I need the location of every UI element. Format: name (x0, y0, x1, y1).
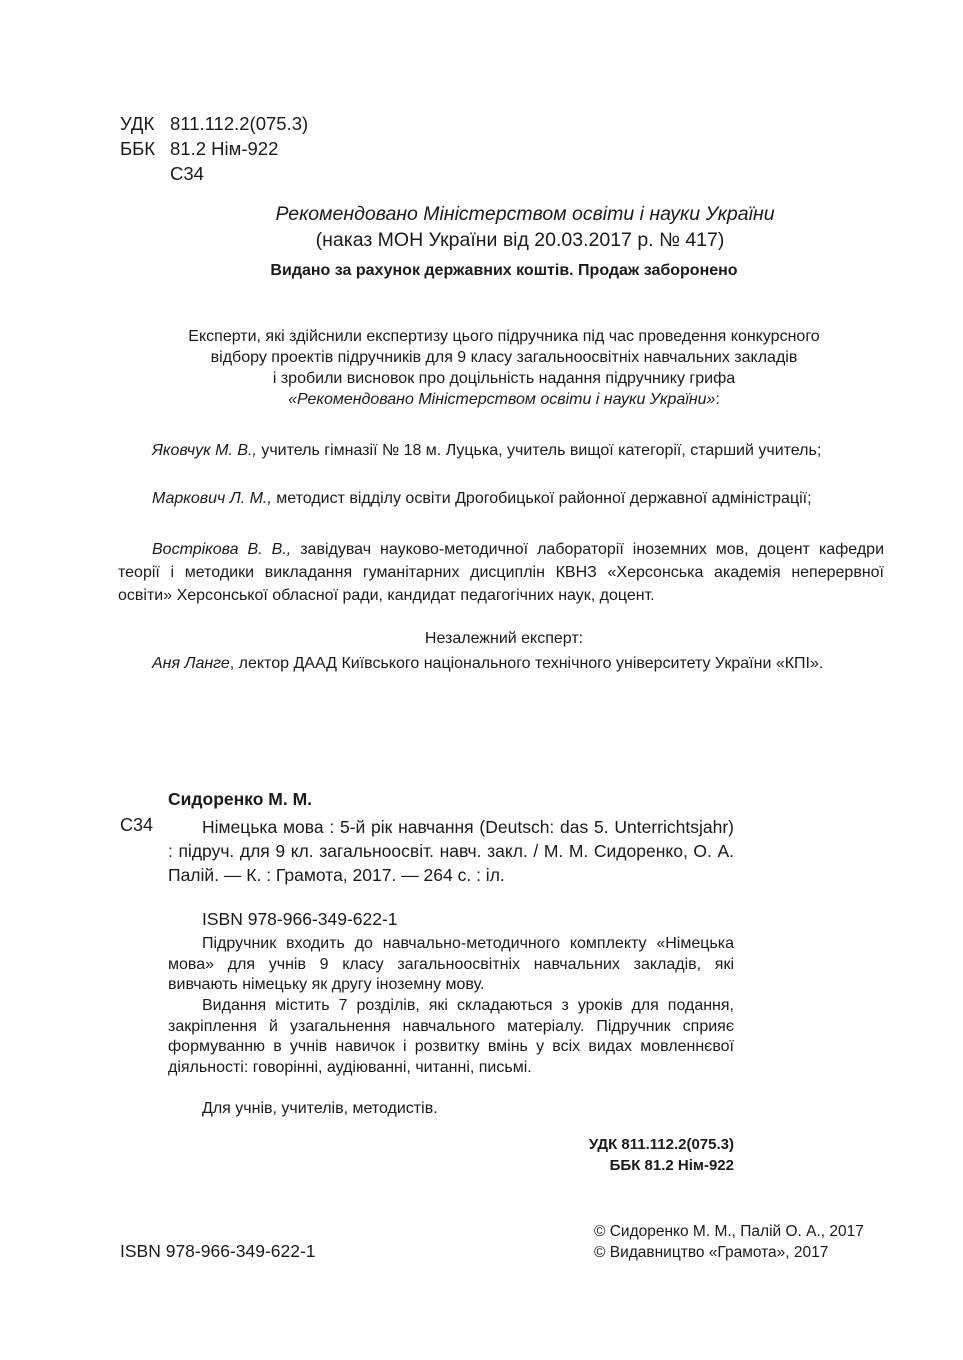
expert-description: учитель гімназії № 18 м. Луцька, учитель вищої категорії, старший учитель; (256, 442, 822, 459)
experts-intro (0, 326, 963, 410)
expert-description: завідувач науково-методичної лабораторії іноземних мов, доцент кафедри теорії і методики викладання гуманітарних дисциплін КВНЗ «Херсонська академія неперервної освіти» Херсонської обласної ради, кандидат педагогічних наук, доцент. (118, 541, 885, 604)
copyright-authors: © Сидоренко М. М., Палій О. А., 2017 (594, 1223, 864, 1240)
expert-entry (118, 487, 884, 510)
bibliography-bbk: ББК 81.2 Нім-922 (609, 1157, 734, 1174)
copyright-publisher: © Видавництво «Грамота», 2017 (594, 1243, 829, 1261)
expert-description: , лектор ДААД Київського національного технічного університету України «КПІ». (229, 655, 824, 672)
expert-name: Маркович Л. М., (152, 490, 272, 507)
experts-intro-line: Експерти, які здійснили експертизу цього підручника під час проведення конкурсного (188, 328, 820, 345)
bibliography-udk: УДК 811.112.2(075.3) (588, 1136, 734, 1153)
expert-name: Яковчук М. В., (152, 442, 257, 459)
grif-title: «Рекомендовано Міністерством освіти і науки України» (288, 391, 716, 408)
expert-name: Аня Ланге (152, 655, 230, 672)
punctuation: : (715, 391, 720, 408)
audience-line: Для учнів, учителів, методистів. (202, 1100, 438, 1117)
bbk-value: 81.2 Нім-922 (170, 138, 279, 159)
state-funding-notice: Видано за рахунок державних коштів. Продаж заборонено (270, 262, 738, 279)
expert-description: методист відділу освіти Дрогобицької районної державної адміністрації; (271, 490, 812, 507)
bbk-label: ББК (120, 138, 156, 159)
experts-intro-line: відбору проектів підручників для 9 класу загальноосвітніх навчальних закладів (210, 349, 798, 366)
author-mark: С34 (170, 163, 204, 184)
copyright-block (594, 1222, 864, 1263)
udk-label: УДК (120, 113, 155, 134)
annotation-paragraph: Видання містить 7 розділів, які складаються з уроків для подання, закріплення й узагальнення навчального матеріалу. Підручник сприяє формуванню в учнів навичок і розвитку вмінь у всіх видах мовленнєвої діяльності: говорінні, аудіюванні, читанні, письмі. (168, 997, 734, 1076)
bibliography-isbn: ISBN 978-966-349-622-1 (202, 909, 398, 929)
experts-intro-line: і зробили висновок про доцільність надання підручнику грифа (272, 370, 736, 387)
ministry-order: (наказ МОН України від 20.03.2017 р. № 417) (315, 229, 725, 251)
annotation-paragraph: Підручник входить до навчально-методичного комплекту «Німецька мова» для учнів 9 класу загальноосвітніх навчальних закладів, які вивчають німецьку як другу іноземну мову. (168, 935, 734, 993)
udk-value: 811.112.2(075.3) (170, 113, 309, 134)
bibliography-description: Німецька мова : 5-й рік навчання (Deutsch: das 5. Unterrichtsjahr) : підруч. для 9 кл. загальноосвіт. навч. закл. / М. М. Сидоренко, О. А. Палій. — К. : Грамота, 2017. — 264 с. : іл. (168, 817, 734, 885)
classification-codes (120, 111, 308, 186)
recommendation-line: Рекомендовано Міністерством освіти і науки України (275, 203, 775, 225)
footer-isbn: ISBN 978-966-349-622-1 (120, 1241, 316, 1261)
experts-intro-line (0, 389, 963, 410)
bibliography-author: Сидоренко М. М. (168, 789, 313, 809)
udk-row (120, 111, 308, 136)
expert-entry (118, 538, 884, 607)
bibliography-mark: С34 (120, 815, 154, 835)
bbk-row (120, 136, 308, 161)
expert-name: Вострікова В. В., (152, 541, 292, 558)
bibliography-codes (0, 1134, 734, 1176)
independent-expert-heading: Незалежний експерт: (424, 630, 584, 647)
independent-expert-entry (118, 652, 884, 675)
expert-entry (118, 439, 884, 462)
